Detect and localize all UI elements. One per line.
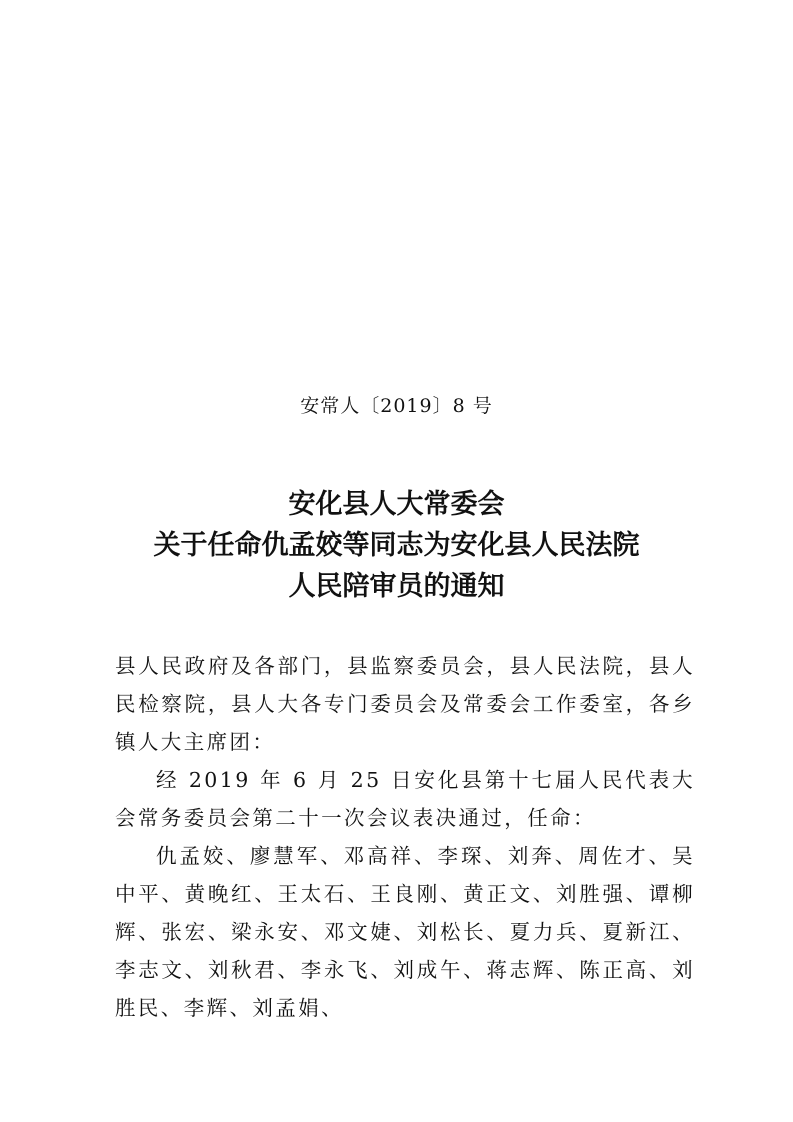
title-line-1: 安化县人大常委会 (288, 489, 505, 520)
document-body (115, 647, 695, 1027)
addressee-paragraph: 县人民政府及各部门，县监察委员会，县人民法院，县人民检察院，县人大各专门委员会及常委会工作委室，各乡镇人大主席团： (115, 654, 695, 754)
document-number: 安常人〔2019〕8 号 (300, 395, 493, 417)
appointee-list-paragraph: 仇孟姣、廖慧军、邓高祥、李琛、刘奔、周佐才、吴中平、黄晚红、王太石、王良刚、黄正文、刘胜强、谭柳辉、张宏、梁永安、邓文婕、刘松长、夏力兵、夏新江、李志文、刘秋君、李永飞、刘成午、蒋志辉、陈正高、刘胜民、李辉、刘孟娟、 (115, 844, 695, 1020)
resolution-paragraph: 经 2019 年 6 月 25 日安化县第十七届人民代表大会常务委员会第二十一次会议表决通过，任命： (115, 768, 695, 830)
title-line-2: 关于任命仇孟姣等同志为安化县人民法院 (153, 530, 640, 561)
title-line-3: 人民陪审员的通知 (288, 571, 505, 602)
document-title (0, 484, 793, 607)
